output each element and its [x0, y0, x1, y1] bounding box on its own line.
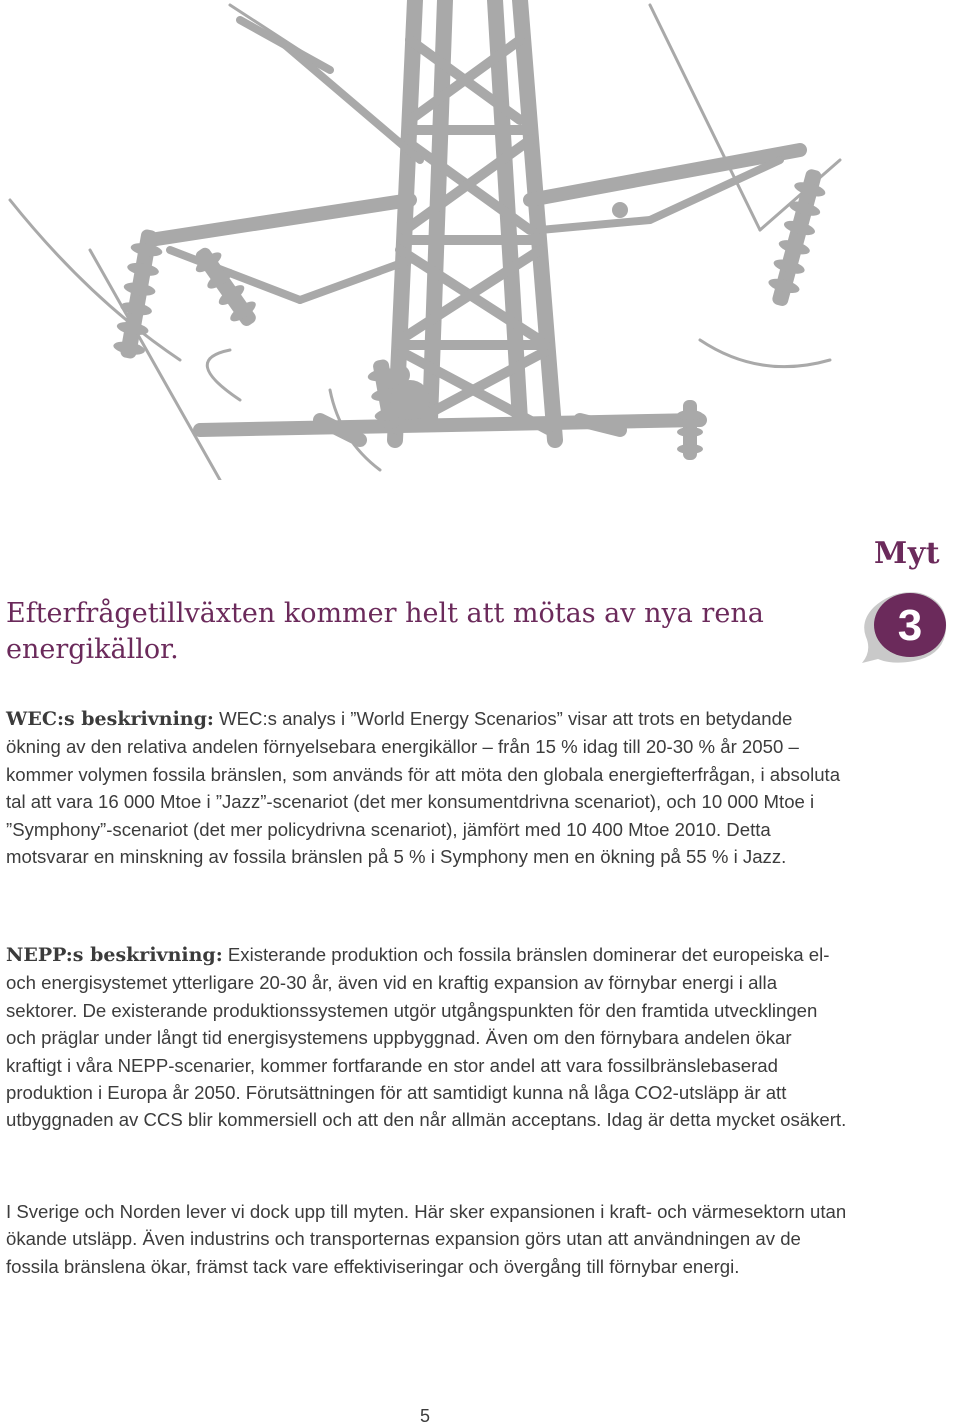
- closing-paragraph: I Sverige och Norden lever vi dock upp till myten. Här sker expansionen i kraft- och värmesektorn utan ökande utsläpp. Även industrins och transporternas expansion görs utan att användningen av de fossila bränslena ökar, främst tack vare effektiviseringar och övergång till förnybar energi.: [6, 1201, 847, 1277]
- myth-number: 3: [897, 601, 923, 650]
- wec-text: WEC:s analys i ”World Energy Scenarios” visar att trots en betydande ökning av den relativa andelen förnyelsebara energikällor – från 15 % idag till 20-30 % år 2050 – kommer volymen fossila bränslen, som används för att möta den globala energiefterfrågan, i absoluta tal att vara 16 000 Mtoe i ”Jazz”-scenariot (det mer konsumentdrivna scenariot), och 10 000 Mtoe i ”Symphony”-scenariot (det mer policydrivna scenariot), jämfört med 10 400 Mtoe 2010. Detta motsvarar en minskning av fossila bränslen på 5 % i Symphony men en ökning på 55 % i Jazz.: [6, 708, 841, 868]
- page-title: Efterfrågetillväxten kommer helt att mötas av nya rena energikällor.: [6, 598, 764, 665]
- power-pylon-illustration: [0, 0, 960, 480]
- nepp-text: Existerande produktion och fossila bränslen dominerar det europeiska el- och energisystemet ytterligare 20-30 år, även vid en kraftig expansion av förnybar energi i alla sektorer. De existerande produktionssystemen utgör utgångspunkten för den framtida utvecklingen och präglar under långt tid energisystemens uppbyggnad. Även om den förnybara andelen ökar kraftigt i våra NEPP-scenarier, kommer fortfarande en stor andel att vara fossilbränslebaserad produktion i Europa år 2050. Förutsättningen för att samtidigt kunna nå låga CO2-utsläpp är att utbyggnaden av CCS blir kommersiell och att den når allmän acceptans. Idag är detta mycket osäkert.: [6, 944, 847, 1131]
- myth-label: Myt: [874, 536, 940, 571]
- wec-paragraph: [6, 705, 848, 870]
- nepp-paragraph: [6, 941, 848, 1134]
- wec-lead: WEC:s beskrivning:: [6, 708, 214, 730]
- nepp-lead: NEPP:s beskrivning:: [6, 944, 223, 966]
- speech-bubble-icon: [850, 585, 954, 675]
- page-number: 5: [419, 1406, 430, 1426]
